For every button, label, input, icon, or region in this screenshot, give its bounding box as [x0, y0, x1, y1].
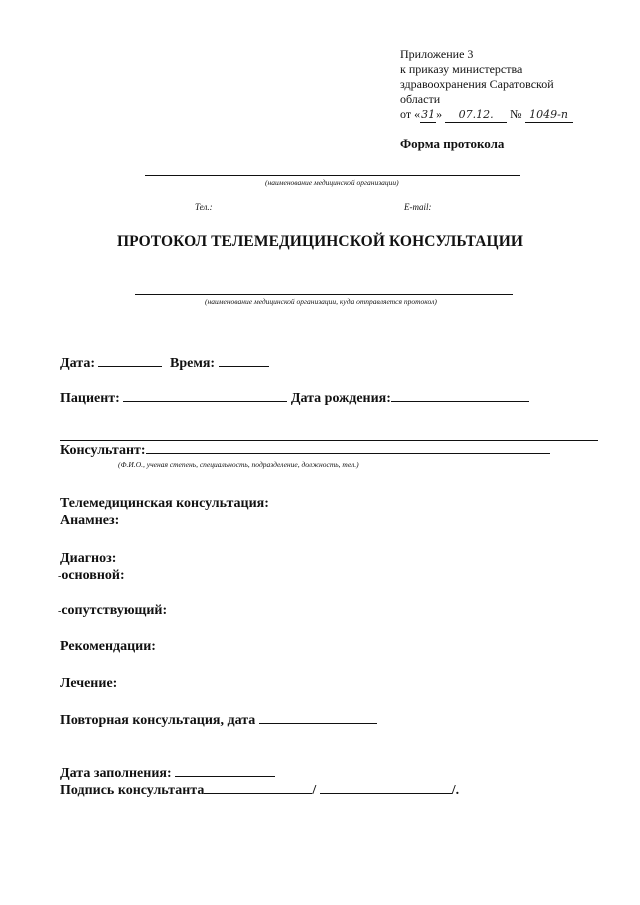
- signature-name-input-line[interactable]: [320, 781, 452, 794]
- anamnesis-label: Анамнез:: [60, 513, 120, 528]
- org-caption: (наименование медицинской организации): [265, 178, 399, 187]
- birth-date-label: Дата рождения:: [290, 391, 391, 406]
- signature-input-line[interactable]: [204, 781, 312, 794]
- date-time-row: [60, 354, 269, 372]
- main-dash: -: [58, 571, 62, 582]
- form-title: Форма протокола: [400, 136, 505, 151]
- handwritten-number: 1049-п: [525, 107, 573, 123]
- email-label: E-mail:: [404, 202, 432, 212]
- birth-date-input-line[interactable]: [391, 389, 529, 402]
- patient-label: Пациент:: [60, 391, 120, 406]
- main-title: ПРОТОКОЛ ТЕЛЕМЕДИЦИНСКОЙ КОНСУЛЬТАЦИИ: [116, 233, 524, 250]
- appendix-line-4: области: [400, 92, 441, 106]
- from-prefix: от «: [400, 107, 421, 121]
- concomitant-dash: -: [58, 606, 62, 617]
- handwritten-date: 07.12.: [445, 107, 507, 123]
- appendix-line-3: здравоохранения Саратовской: [400, 77, 554, 91]
- repeat-consultation-label: Повторная консультация, дата: [60, 713, 256, 728]
- from-mid: »: [436, 107, 443, 121]
- date-label: Дата:: [60, 356, 95, 371]
- time-label: Время:: [169, 356, 216, 371]
- diagnosis-label: Диагноз:: [60, 551, 117, 566]
- number-prefix: №: [510, 107, 522, 121]
- consultant-caption: (Ф.И.О., ученая степень, специальность, подразделение, должность, тел.): [118, 460, 359, 469]
- telemed-label: Телемедицинская консультация:: [60, 496, 269, 511]
- date-input-line[interactable]: [98, 354, 162, 367]
- recipient-line: [135, 294, 513, 295]
- signature-end: /.: [451, 783, 460, 798]
- main-diagnosis-label: основной:: [61, 568, 125, 583]
- fill-date-input-line[interactable]: [175, 764, 275, 777]
- concomitant-label: сопутствующий:: [61, 603, 168, 618]
- main-diagnosis-row: [58, 568, 125, 584]
- appendix-line-2: к приказу министерства: [400, 62, 523, 76]
- phone-label: Тел.:: [195, 202, 213, 212]
- signature-label: Подпись консультанта: [60, 783, 205, 798]
- repeat-consultation-row: [60, 711, 377, 729]
- recommendations-label: Рекомендации:: [60, 639, 156, 654]
- consultant-input-line[interactable]: [146, 441, 550, 454]
- patient-input-line[interactable]: [123, 389, 287, 402]
- appendix-order-line: [400, 107, 620, 123]
- fill-date-label: Дата заполнения:: [60, 766, 172, 781]
- signature-slash: /: [312, 783, 317, 798]
- treatment-label: Лечение:: [60, 676, 118, 691]
- repeat-date-input-line[interactable]: [259, 711, 377, 724]
- consultant-label: Консультант:: [60, 443, 146, 458]
- patient-row: [60, 389, 529, 407]
- recipient-caption: (наименование медицинской организации, куда отправляется протокол): [205, 297, 437, 306]
- org-name-line: [145, 175, 520, 176]
- consultant-row: [60, 441, 550, 459]
- signature-row: [60, 781, 459, 799]
- appendix-block: [400, 47, 620, 123]
- handwritten-day: 31: [421, 108, 436, 121]
- concomitant-row: [58, 603, 167, 619]
- time-input-line[interactable]: [219, 354, 269, 367]
- appendix-line-1: Приложение 3: [400, 47, 474, 61]
- fill-date-row: [60, 764, 275, 782]
